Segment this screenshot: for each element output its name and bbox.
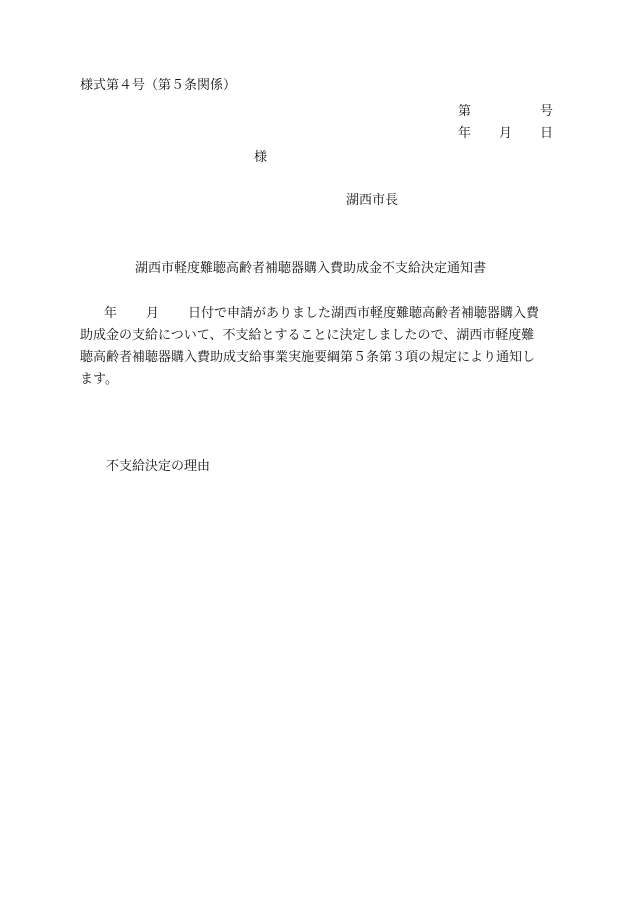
body-line-4: ます。 bbox=[80, 372, 118, 387]
body-year-label: 年 bbox=[104, 306, 118, 321]
document-number-prefix: 第 bbox=[458, 104, 472, 119]
document-title: 湖西市軽度難聴高齢者補聴器購入費助成金不支給決定通知書 bbox=[135, 261, 487, 276]
body-paragraph bbox=[80, 303, 550, 391]
date-year-label: 年 bbox=[458, 126, 472, 141]
form-number: 様式第４号（第５条関係） bbox=[80, 78, 237, 93]
body-line-1 bbox=[80, 303, 550, 325]
date-day-label: 日 bbox=[540, 126, 554, 141]
reason-heading: 不支給決定の理由 bbox=[106, 459, 211, 474]
issuer-name: 湖西市長 bbox=[346, 193, 399, 208]
body-line-1-text: 日付で申請がありました湖西市軽度難聴高齢者補聴器購入費 bbox=[188, 306, 540, 321]
body-line-2: 助成金の支給について、不支給とすることに決定しましたので、湖西市軽度難 bbox=[80, 328, 535, 343]
document-number-suffix: 号 bbox=[540, 104, 554, 119]
recipient-honorific: 様 bbox=[254, 150, 268, 165]
body-month-label: 月 bbox=[146, 306, 160, 321]
date-month-label: 月 bbox=[499, 126, 513, 141]
body-line-3: 聴高齢者補聴器購入費助成支給事業実施要綱第５条第３項の規定により通知し bbox=[80, 350, 536, 365]
